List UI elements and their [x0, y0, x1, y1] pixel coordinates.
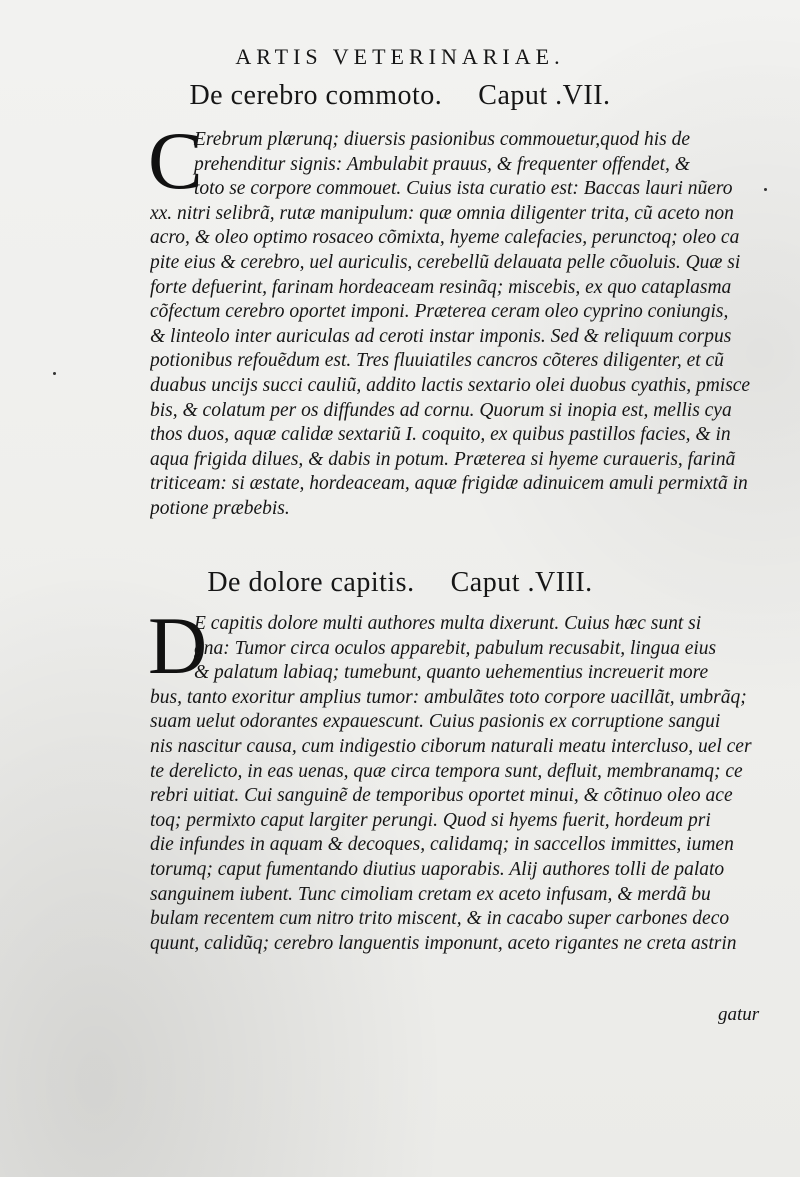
- text-line: te derelicto, in eas uenas, quæ circa tempora sunt, defluit, membranamq; ce: [150, 760, 743, 782]
- text-line: thos duos, aquæ calidæ sextariũ I. coquito, ex quibus pastillos facies, & in: [150, 424, 731, 446]
- text-line: prehenditur signis: Ambulabit prauus, & frequenter offendet, &: [194, 153, 690, 175]
- chapter-text: [150, 128, 768, 522]
- text-line: die infundes in aquam & decoques, calidamq; in saccellos immittes, iumen: [150, 834, 734, 856]
- catchword: gatur: [718, 1004, 760, 1025]
- chapter-title: De cerebro commoto.: [189, 80, 443, 111]
- text-line: quunt, calidũq; cerebro languentis imponunt, aceto rigantes ne creta astrin: [150, 932, 737, 954]
- text-line: acro, & oleo optimo rosaceo cõmixta, hyeme calefacies, perunctoq; oleo ca: [150, 227, 740, 249]
- text-line: forte defuerint, farinam hordeaceam resinãq; miscebis, ex quo cataplasma: [150, 276, 732, 298]
- text-line: toq; permixto caput largiter perungi. Quod si hyems fuerit, hordeum pri: [150, 809, 711, 831]
- text-line: duabus uncijs succi cauliũ, addito lactis sextario olei duobus cyathis, pmisce: [150, 374, 751, 396]
- text-line: triticeam: si æstate, hordeaceam, aquæ frigidæ adinuicem amuli permixtã in: [150, 473, 748, 495]
- text-line: torumq; caput fumentando diutius uaporabis. Alij authores tolli de palato: [150, 858, 725, 880]
- text-line: E capitis dolore multi authores multa dixerunt. Cuius hæc sunt si: [194, 613, 702, 634]
- text-line: xx. nitri selibrã, rutæ manipulum: quæ omnia diligenter trita, cũ aceto non: [150, 202, 734, 224]
- text-line: potione præbebis.: [150, 497, 290, 519]
- text-line: suam uelut odorantes expauescunt. Cuius pasionis ex corruptione sangui: [150, 711, 721, 733]
- text-line: potionibus refouẽdum est. Tres fluuiatiles cancros cõteres diligenter, et cũ: [150, 350, 724, 372]
- ink-speck: [764, 188, 767, 191]
- text-line: bulam recentem cum nitro trito miscent, & in cacabo super carbones deco: [150, 908, 730, 930]
- text-line: sanguinem iubent. Tunc cimoliam cretam ex aceto infusam, & merdã bu: [150, 883, 711, 905]
- text-line: bus, tanto exoritur amplius tumor: ambulãtes toto corpore uacillãt, umbrãq;: [150, 686, 747, 708]
- drop-cap-initial: C: [148, 115, 203, 206]
- text-line: pite eius & cerebro, uel auriculis, cerebellũ delauata pelle cõuoluis. Quæ si: [150, 251, 741, 273]
- text-line: bis, & colatum per os diffundes ad cornu. Quorum si inopia est, mellis cya: [150, 399, 732, 421]
- chapter-text: [150, 612, 768, 956]
- chapter-heading: [0, 567, 800, 599]
- chapter-number: Caput .VIII.: [450, 567, 593, 598]
- text-line: aqua frigida dilues, & dabis in potum. Præterea si hyeme curaueris, farinã: [150, 448, 736, 470]
- running-head: ARTIS VETERINARIAE.: [235, 44, 565, 69]
- text-line: Erebrum plærunq; diuersis pasionibus commouetur,quod his de: [194, 129, 690, 150]
- drop-cap-initial: D: [148, 600, 208, 691]
- text-line: nis nascitur causa, cum indigestio ciborum naturali meatu intercluso, uel cer: [150, 735, 752, 757]
- chapter-heading: [0, 80, 800, 112]
- chapter-number: Caput .VII.: [478, 80, 611, 111]
- text-line: toto se corpore commouet. Cuius ista curatio est: Baccas lauri nũero: [194, 178, 733, 200]
- text-line: gna: Tumor circa oculos apparebit, pabulum recusabit, lingua eius: [194, 637, 717, 659]
- text-line: & linteolo inter auriculas ad ceroti instar imponis. Sed & reliquum corpus: [150, 325, 732, 347]
- text-line: & palatum labiaq; tumebunt, quanto uehementius increuerit more: [194, 662, 709, 684]
- text-line: rebri uitiat. Cui sanguinẽ de temporibus oportet minui, & cõtinuo oleo ace: [150, 785, 733, 807]
- chapter-title: De dolore capitis.: [207, 567, 415, 598]
- ink-speck: [53, 372, 56, 375]
- text-line: cõfectum cerebro oportet imponi. Præterea ceram oleo cyprino coniungis,: [150, 301, 729, 323]
